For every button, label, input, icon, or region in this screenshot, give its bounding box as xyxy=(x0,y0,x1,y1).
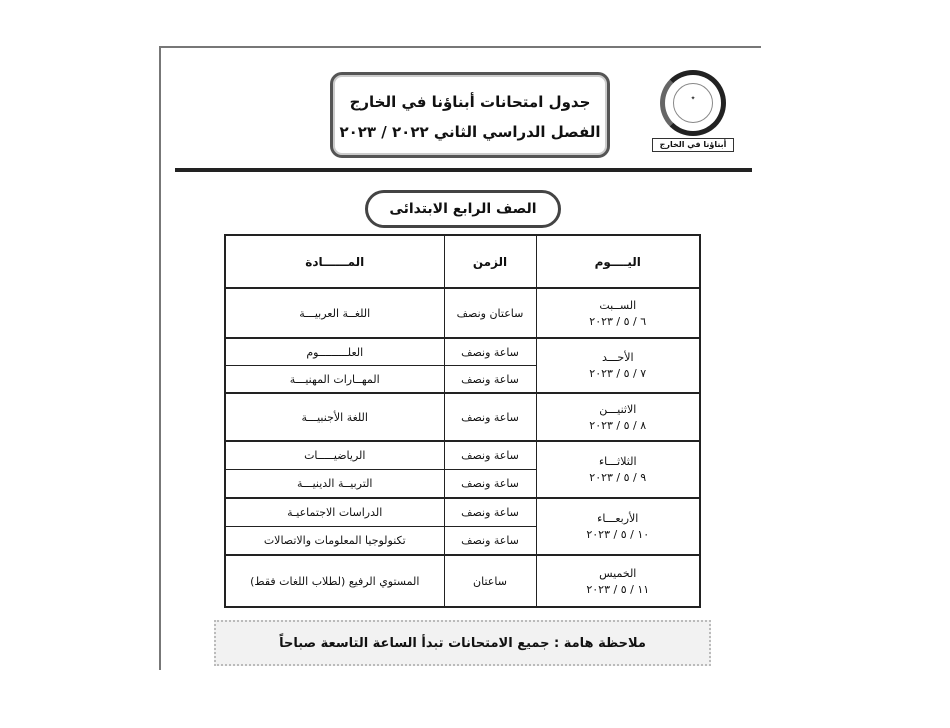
subject-cell: العلـــــــــوم xyxy=(225,338,444,366)
day-cell xyxy=(536,441,700,498)
day-date: ٩ / ٥ / ٢٠٢٣ xyxy=(589,471,647,484)
page-border-top xyxy=(159,46,761,48)
subject-cell: الرياضيـــــات xyxy=(225,441,444,470)
subject-cell: اللغــة العربيـــة xyxy=(225,288,444,338)
day-name: الثلاثـــاء xyxy=(598,455,637,468)
day-name: الأحـــد xyxy=(601,351,634,364)
day-name: الســبت xyxy=(599,298,637,312)
day-name: الاثنيـــن xyxy=(599,402,637,416)
grade-label: الصف الرابع الابتدائى xyxy=(365,190,561,228)
header-day: اليــــوم xyxy=(536,235,700,288)
document-subtitle: الفصل الدراسي الثاني ٢٠٢٢ / ٢٠٢٣ xyxy=(339,123,601,141)
subject-cell: المستوي الرفيع (لطلاب اللغات فقط) xyxy=(225,555,444,607)
day-date: ١١ / ٥ / ٢٠٢٣ xyxy=(586,582,650,596)
table-row xyxy=(225,393,700,441)
logo-label: أبناؤنا في الخارج xyxy=(652,138,734,152)
page-border-left xyxy=(159,47,161,670)
time-cell: ساعتان ونصف xyxy=(444,288,536,338)
time-cell: ساعة ونصف xyxy=(444,498,536,527)
day-cell xyxy=(536,555,700,607)
day-date: ٧ / ٥ / ٢٠٢٣ xyxy=(589,367,647,380)
header-subject: المــــــادة xyxy=(225,235,444,288)
day-cell xyxy=(536,338,700,393)
subject-cell: اللغة الأجنبيـــة xyxy=(225,393,444,441)
time-cell: ساعة ونصف xyxy=(444,338,536,366)
table-header-row xyxy=(225,235,700,288)
subject-cell: المهــارات المهنيـــة xyxy=(225,366,444,394)
logo-emblem-icon: ✦ xyxy=(673,83,713,123)
important-note: ملاحظة هامة : جميع الامتحانات تبدأ الساعة التاسعة صباحاً xyxy=(214,620,711,666)
time-cell: ساعة ونصف xyxy=(444,441,536,470)
table-row xyxy=(225,288,700,338)
day-name: الأربعـــاء xyxy=(597,512,639,525)
table-row xyxy=(225,555,700,607)
subject-cell: تكنولوجيا المعلومات والاتصالات xyxy=(225,527,444,556)
table-row xyxy=(225,498,700,527)
divider xyxy=(175,168,752,172)
time-cell: ساعة ونصف xyxy=(444,393,536,441)
title-box xyxy=(330,72,610,158)
time-cell: ساعة ونصف xyxy=(444,527,536,556)
day-cell xyxy=(536,393,700,441)
day-cell xyxy=(536,288,700,338)
exam-schedule-table xyxy=(224,234,701,608)
time-cell: ساعة ونصف xyxy=(444,470,536,499)
day-date: ٦ / ٥ / ٢٠٢٣ xyxy=(589,314,647,328)
table-row xyxy=(225,441,700,470)
time-cell: ساعة ونصف xyxy=(444,366,536,394)
ministry-logo xyxy=(660,70,726,136)
table-row xyxy=(225,338,700,366)
day-name: الخميس xyxy=(599,566,637,580)
subject-cell: التربيــة الدينيـــة xyxy=(225,470,444,499)
time-cell: ساعتان xyxy=(444,555,536,607)
document-title: جدول امتحانات أبناؤنا في الخارج xyxy=(349,93,591,111)
subject-cell: الدراسات الاجتماعيـة xyxy=(225,498,444,527)
header-time: الزمن xyxy=(444,235,536,288)
day-cell xyxy=(536,498,700,555)
day-date: ٨ / ٥ / ٢٠٢٣ xyxy=(589,418,647,432)
day-date: ١٠ / ٥ / ٢٠٢٣ xyxy=(586,528,650,541)
